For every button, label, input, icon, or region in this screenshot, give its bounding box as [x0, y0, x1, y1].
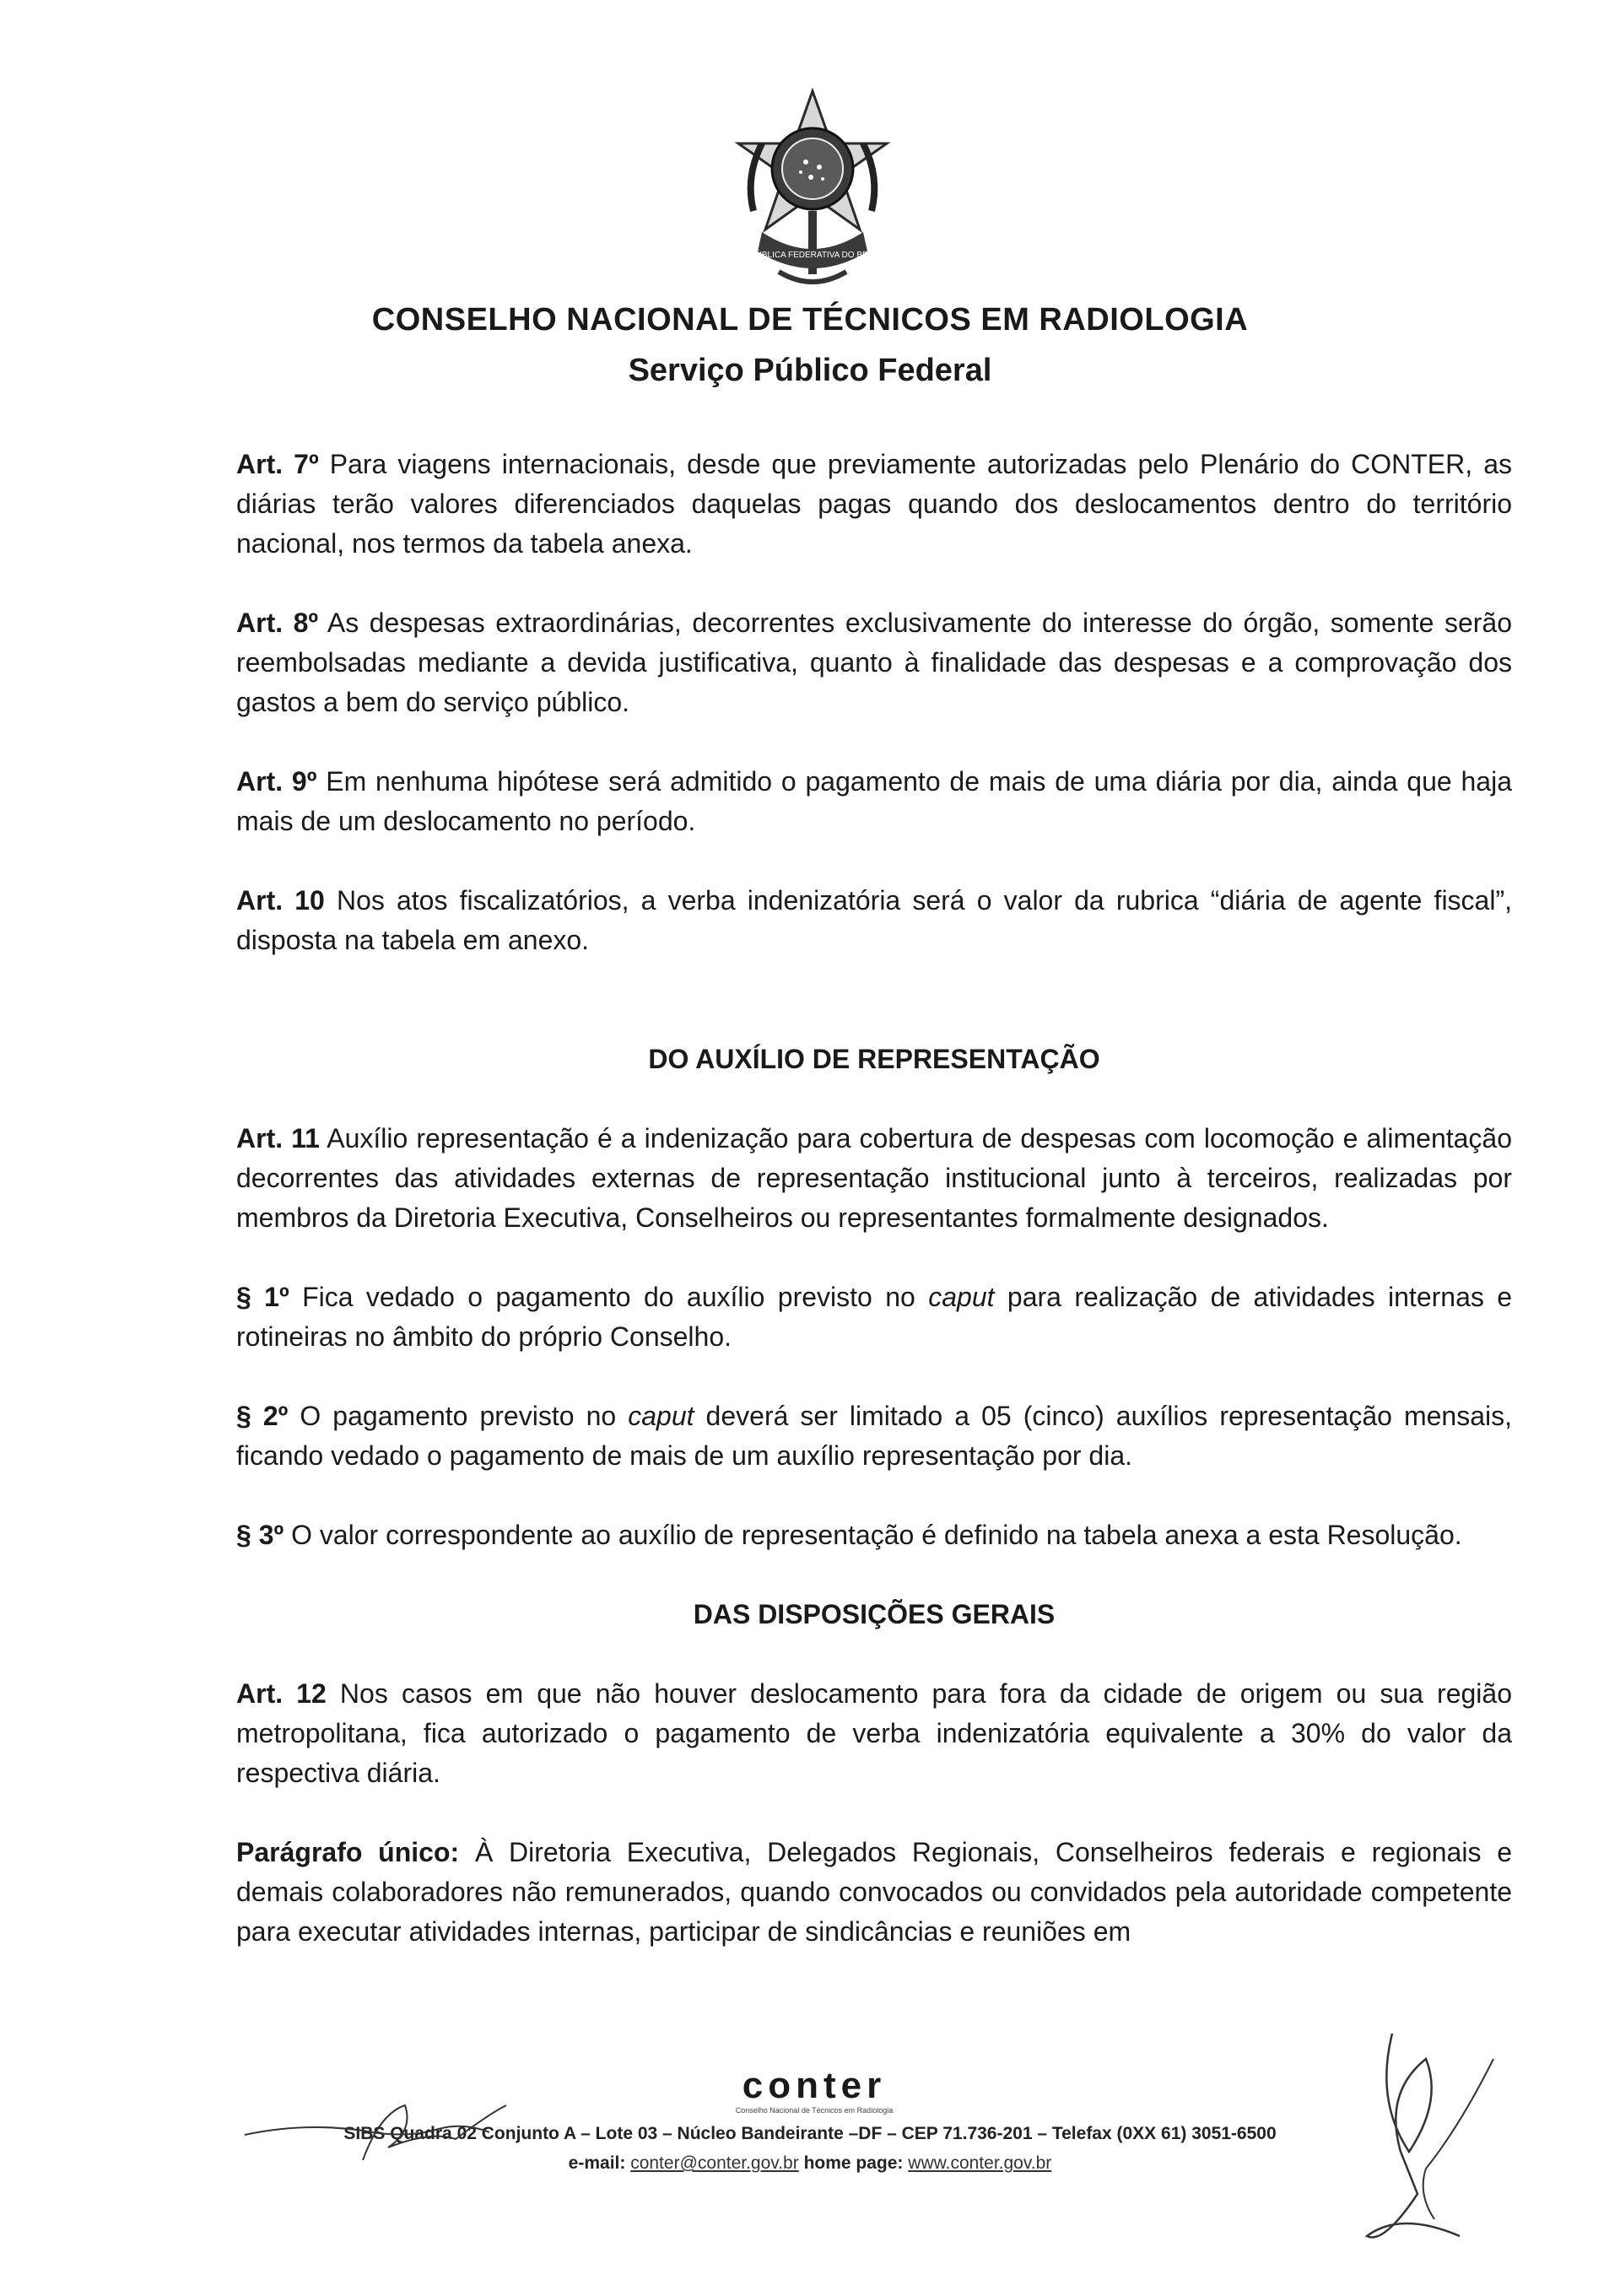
- caput-term: caput: [928, 1282, 995, 1312]
- email-link[interactable]: conter@conter.gov.br: [630, 2153, 799, 2173]
- paragraph-label: § 1º: [236, 1282, 289, 1312]
- paragrafo-unico: [236, 1833, 1512, 1952]
- paragraph-text-a: O pagamento previsto no: [300, 1401, 617, 1431]
- article-label: Art. 12: [236, 1678, 327, 1709]
- article-label: Art. 7º: [236, 449, 319, 479]
- signature-left: [236, 2080, 574, 2181]
- paragraph-label: § 3º: [236, 1520, 284, 1550]
- section-heading-auxilio: DO AUXÍLIO DE REPRESENTAÇÃO: [648, 1044, 1100, 1074]
- logo-text: conter: [742, 2066, 887, 2106]
- paragraph-label: § 2º: [236, 1401, 289, 1431]
- organization-subtitle: Serviço Público Federal: [628, 353, 992, 388]
- article-12: [236, 1674, 1512, 1793]
- article-text: Nos casos em que não houver deslocamento para fora da cidade de origem ou sua região metropolitana, fica autorizado o pagamento de verba indenizatória equivalente a 30% do valor da respectiva diária.: [236, 1678, 1512, 1788]
- paragraph-1: [236, 1278, 1512, 1357]
- paragraph-label: Parágrafo único:: [236, 1837, 460, 1867]
- homepage-label: home page:: [803, 2153, 904, 2173]
- paragraph-3: [236, 1515, 1512, 1555]
- signature-right: [1333, 2025, 1519, 2261]
- paragraph-text-a: Fica vedado o pagamento do auxílio previsto no: [302, 1282, 915, 1312]
- paragraph-2: [236, 1397, 1512, 1476]
- article-text: Em nenhuma hipótese será admitido o pagamento de mais de uma diária por dia, ainda que haja mais de um deslocamento no período.: [236, 766, 1513, 836]
- organization-title: CONSELHO NACIONAL DE TÉCNICOS EM RADIOLOGIA: [371, 302, 1249, 338]
- caput-term: caput: [628, 1401, 694, 1431]
- article-label: Art. 11: [236, 1123, 320, 1153]
- document-body: [236, 445, 1512, 1991]
- homepage-link[interactable]: www.conter.gov.br: [908, 2153, 1052, 2173]
- email-label: e-mail:: [568, 2153, 626, 2173]
- conter-logo-icon: [658, 2066, 970, 2116]
- article-label: Art. 10: [236, 885, 325, 916]
- article-label: Art. 9º: [236, 766, 317, 797]
- brazil-coat-of-arms-icon: [728, 84, 897, 304]
- article-text: Auxílio representação é a indenização para cobertura de despesas com locomoção e alimentação decorrentes das atividades externas de representação institucional junto à terceiros, realizadas por membros da Diretoria Executiva, Conselheiros ou representantes formalmente designados.: [236, 1123, 1513, 1233]
- section-heading-disposicoes: DAS DISPOSIÇÕES GERAIS: [693, 1599, 1056, 1629]
- paragraph-text-b: para realização de atividades internas e rotineiras no âmbito do próprio Conselho.: [236, 1282, 1513, 1352]
- article-9: [236, 762, 1512, 841]
- article-text: As despesas extraordinárias, decorrentes exclusivamente do interesse do órgão, somente serão reembolsadas mediante a devida justificativa, quanto à finalidade das despesas e a comprovação dos gastos a bem do serviço público.: [236, 608, 1513, 717]
- article-11: [236, 1119, 1512, 1238]
- logo-tagline: Conselho Nacional de Técnicos em Radiologia: [735, 2106, 894, 2115]
- article-label: Art. 8º: [236, 608, 319, 638]
- article-text: Para viagens internacionais, desde que previamente autorizadas pelo Plenário do CONTER, as diárias terão valores diferenciados daquelas pagas quando dos deslocamentos dentro do território nacional, nos termos da tabela anexa.: [236, 449, 1513, 559]
- article-7: [236, 445, 1512, 564]
- article-8: [236, 603, 1512, 722]
- paragraph-text: À Diretoria Executiva, Delegados Regionais, Conselheiros federais e regionais e demais colaboradores não remunerados, quando convocados ou convidados pela autoridade competente para executar atividades internas, participar de sindicâncias e reuniões em: [236, 1837, 1513, 1947]
- article-text: Nos atos fiscalizatórios, a verba indenizatória será o valor da rubrica “diária de agente fiscal”, disposta na tabela em anexo.: [236, 885, 1512, 955]
- paragraph-text: O valor correspondente ao auxílio de representação é definido na tabela anexa a esta Resolução.: [291, 1520, 1462, 1550]
- article-10: [236, 881, 1512, 960]
- paragraph-text-b: deverá ser limitado a 05 (cinco) auxílios representação mensais, ficando vedado o pagamento de mais de um auxílio representação por dia.: [236, 1401, 1513, 1471]
- footer-address: SIBS Quadra 02 Conjunto A – Lote 03 – Núcleo Bandeirante –DF – CEP 71.736-201 – Telefax (0XX 61) 3051-6500: [343, 2124, 1277, 2143]
- crest-ribbon-text: REPÚBLICA FEDERATIVA DO BRASIL: [738, 251, 887, 260]
